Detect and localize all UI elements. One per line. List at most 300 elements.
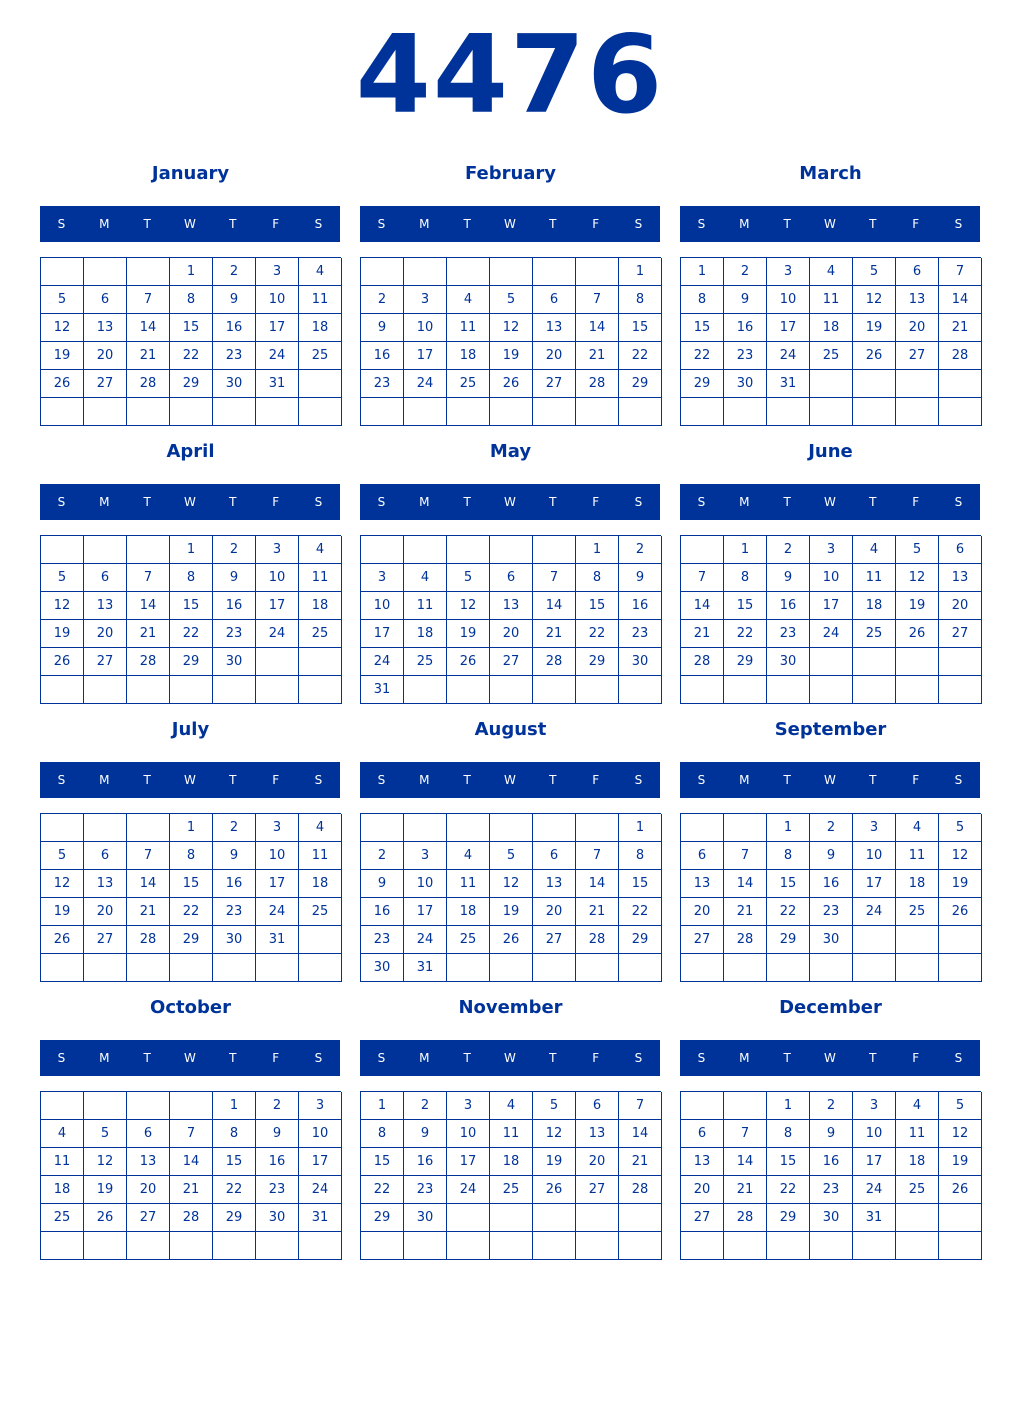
day-cell: 31 (404, 954, 447, 982)
month-name: January (151, 163, 230, 184)
day-cell: 17 (299, 1148, 342, 1176)
empty-day-cell (447, 954, 490, 982)
empty-day-cell (767, 398, 810, 426)
empty-day-cell (939, 648, 982, 676)
weekday-label: F (912, 217, 920, 231)
day-cell: 23 (767, 620, 810, 648)
day-cell: 29 (767, 926, 810, 954)
day-cell: 13 (896, 286, 939, 314)
day-cell: 15 (213, 1148, 256, 1176)
day-cell: 24 (299, 1176, 342, 1204)
day-cell: 11 (896, 1120, 939, 1148)
month-december (680, 993, 981, 1258)
day-cell: 7 (127, 842, 170, 870)
day-cell: 10 (256, 286, 299, 314)
day-cell: 12 (41, 870, 84, 898)
weekday-label: M (739, 495, 750, 509)
day-cell: 11 (404, 592, 447, 620)
empty-day-cell (127, 536, 170, 564)
day-cell: 21 (127, 898, 170, 926)
day-cell: 6 (939, 536, 982, 564)
day-cell: 30 (213, 370, 256, 398)
empty-day-cell (404, 398, 447, 426)
day-cell: 26 (939, 1176, 982, 1204)
day-cell: 20 (681, 898, 724, 926)
weekday-label: M (419, 1051, 430, 1065)
empty-day-cell (299, 648, 342, 676)
day-grid (360, 813, 661, 982)
day-cell: 9 (213, 842, 256, 870)
day-cell: 9 (404, 1120, 447, 1148)
weekday-label: S (634, 773, 643, 787)
day-cell: 22 (767, 1176, 810, 1204)
day-cell: 13 (127, 1148, 170, 1176)
empty-day-cell (299, 676, 342, 704)
day-cell: 8 (767, 1120, 810, 1148)
day-cell: 3 (810, 536, 853, 564)
weekday-label: F (592, 217, 600, 231)
day-cell: 8 (170, 286, 213, 314)
day-cell: 15 (681, 314, 724, 342)
day-cell: 24 (810, 620, 853, 648)
weekday-label: F (272, 773, 280, 787)
empty-day-cell (84, 1092, 127, 1120)
day-cell: 25 (447, 370, 490, 398)
weekday-label: S (314, 495, 323, 509)
day-cell: 17 (404, 898, 447, 926)
day-cell: 22 (170, 898, 213, 926)
day-cell: 16 (767, 592, 810, 620)
empty-day-cell (170, 1092, 213, 1120)
weekday-label: S (697, 1051, 706, 1065)
day-cell: 12 (939, 1120, 982, 1148)
day-cell: 6 (681, 842, 724, 870)
day-cell: 7 (576, 842, 619, 870)
day-cell: 14 (170, 1148, 213, 1176)
month-may (360, 437, 661, 702)
day-cell: 15 (619, 870, 662, 898)
day-grid (680, 813, 981, 982)
empty-day-cell (447, 398, 490, 426)
empty-day-cell (853, 370, 896, 398)
day-cell: 27 (84, 370, 127, 398)
empty-day-cell (84, 1232, 127, 1260)
day-cell: 30 (213, 648, 256, 676)
day-cell: 6 (533, 286, 576, 314)
day-cell: 27 (576, 1176, 619, 1204)
day-cell: 11 (41, 1148, 84, 1176)
day-cell: 30 (810, 926, 853, 954)
day-cell: 27 (533, 926, 576, 954)
weekday-label: T (143, 773, 151, 787)
day-cell: 5 (41, 564, 84, 592)
weekday-label: S (634, 217, 643, 231)
empty-day-cell (939, 1204, 982, 1232)
empty-day-cell (447, 676, 490, 704)
day-cell: 26 (853, 342, 896, 370)
day-cell: 7 (533, 564, 576, 592)
day-cell: 8 (361, 1120, 404, 1148)
day-cell: 2 (810, 814, 853, 842)
day-cell: 19 (939, 870, 982, 898)
day-cell: 6 (84, 286, 127, 314)
day-cell: 15 (170, 870, 213, 898)
weekday-header (360, 1040, 660, 1076)
day-cell: 12 (896, 564, 939, 592)
weekday-label: S (377, 217, 386, 231)
day-cell: 4 (447, 286, 490, 314)
day-cell: 11 (447, 314, 490, 342)
day-cell: 2 (404, 1092, 447, 1120)
empty-day-cell (724, 954, 767, 982)
weekday-label: W (824, 217, 836, 231)
day-cell: 3 (853, 1092, 896, 1120)
day-cell: 30 (810, 1204, 853, 1232)
empty-day-cell (256, 398, 299, 426)
weekday-label: T (463, 217, 471, 231)
empty-day-cell (619, 954, 662, 982)
day-cell: 16 (213, 870, 256, 898)
weekday-header (360, 762, 660, 798)
day-cell: 9 (361, 314, 404, 342)
empty-day-cell (896, 954, 939, 982)
day-cell: 18 (810, 314, 853, 342)
empty-day-cell (619, 676, 662, 704)
day-cell: 24 (404, 926, 447, 954)
day-cell: 17 (256, 314, 299, 342)
day-cell: 18 (299, 870, 342, 898)
day-cell: 3 (299, 1092, 342, 1120)
empty-day-cell (299, 370, 342, 398)
day-cell: 12 (41, 592, 84, 620)
weekday-label: T (549, 495, 557, 509)
day-cell: 2 (810, 1092, 853, 1120)
day-cell: 27 (896, 342, 939, 370)
empty-day-cell (361, 398, 404, 426)
weekday-label: T (229, 217, 237, 231)
day-cell: 13 (84, 314, 127, 342)
day-cell: 6 (127, 1120, 170, 1148)
day-cell: 3 (256, 258, 299, 286)
empty-day-cell (127, 1092, 170, 1120)
day-cell: 25 (490, 1176, 533, 1204)
day-cell: 1 (724, 536, 767, 564)
empty-day-cell (490, 954, 533, 982)
empty-day-cell (681, 676, 724, 704)
day-cell: 20 (576, 1148, 619, 1176)
day-cell: 11 (299, 286, 342, 314)
empty-day-cell (170, 676, 213, 704)
day-cell: 3 (404, 842, 447, 870)
day-cell: 29 (724, 648, 767, 676)
day-cell: 14 (127, 592, 170, 620)
day-grid (360, 257, 661, 426)
day-cell: 14 (724, 1148, 767, 1176)
empty-day-cell (681, 1092, 724, 1120)
empty-day-cell (490, 1204, 533, 1232)
day-cell: 25 (853, 620, 896, 648)
month-february (360, 159, 661, 424)
day-cell: 21 (939, 314, 982, 342)
empty-day-cell (299, 954, 342, 982)
day-cell: 1 (170, 814, 213, 842)
day-grid (40, 257, 341, 426)
empty-day-cell (447, 258, 490, 286)
day-cell: 16 (619, 592, 662, 620)
day-cell: 14 (576, 314, 619, 342)
day-cell: 26 (939, 898, 982, 926)
day-cell: 12 (853, 286, 896, 314)
empty-day-cell (127, 676, 170, 704)
empty-day-cell (127, 1232, 170, 1260)
day-cell: 3 (447, 1092, 490, 1120)
day-cell: 6 (533, 842, 576, 870)
day-cell: 13 (490, 592, 533, 620)
day-cell: 21 (619, 1148, 662, 1176)
empty-day-cell (361, 258, 404, 286)
day-cell: 26 (41, 370, 84, 398)
day-cell: 19 (853, 314, 896, 342)
empty-day-cell (213, 676, 256, 704)
empty-day-cell (41, 258, 84, 286)
day-cell: 29 (619, 926, 662, 954)
day-cell: 30 (767, 648, 810, 676)
day-cell: 15 (619, 314, 662, 342)
empty-day-cell (724, 1092, 767, 1120)
day-cell: 18 (447, 898, 490, 926)
day-cell: 28 (127, 648, 170, 676)
empty-day-cell (619, 1204, 662, 1232)
day-cell: 25 (299, 898, 342, 926)
day-cell: 23 (810, 898, 853, 926)
empty-day-cell (41, 814, 84, 842)
day-cell: 21 (681, 620, 724, 648)
empty-day-cell (681, 954, 724, 982)
month-january (40, 159, 341, 424)
day-cell: 4 (447, 842, 490, 870)
day-cell: 15 (361, 1148, 404, 1176)
day-cell: 30 (724, 370, 767, 398)
empty-day-cell (213, 1232, 256, 1260)
day-cell: 5 (84, 1120, 127, 1148)
day-grid (40, 813, 341, 982)
day-cell: 23 (213, 342, 256, 370)
day-cell: 19 (41, 898, 84, 926)
weekday-label: S (954, 773, 963, 787)
empty-day-cell (490, 398, 533, 426)
day-cell: 20 (896, 314, 939, 342)
day-cell: 21 (127, 620, 170, 648)
day-cell: 5 (41, 286, 84, 314)
empty-day-cell (810, 1232, 853, 1260)
empty-day-cell (84, 398, 127, 426)
day-cell: 8 (619, 286, 662, 314)
empty-day-cell (41, 954, 84, 982)
day-cell: 4 (299, 536, 342, 564)
day-cell: 22 (361, 1176, 404, 1204)
weekday-label: M (419, 217, 430, 231)
day-cell: 2 (724, 258, 767, 286)
empty-day-cell (127, 814, 170, 842)
day-cell: 17 (361, 620, 404, 648)
empty-day-cell (533, 1232, 576, 1260)
day-cell: 14 (939, 286, 982, 314)
day-cell: 15 (170, 314, 213, 342)
weekday-label: F (592, 773, 600, 787)
weekday-label: S (954, 1051, 963, 1065)
month-name: March (799, 163, 862, 184)
day-cell: 23 (256, 1176, 299, 1204)
day-cell: 10 (853, 1120, 896, 1148)
empty-day-cell (939, 676, 982, 704)
day-cell: 14 (576, 870, 619, 898)
day-cell: 9 (256, 1120, 299, 1148)
day-cell: 5 (490, 286, 533, 314)
month-september (680, 715, 981, 980)
day-cell: 5 (939, 1092, 982, 1120)
empty-day-cell (724, 676, 767, 704)
day-cell: 24 (256, 342, 299, 370)
day-cell: 4 (299, 814, 342, 842)
day-cell: 9 (213, 564, 256, 592)
day-cell: 25 (404, 648, 447, 676)
weekday-label: M (739, 773, 750, 787)
day-cell: 16 (213, 592, 256, 620)
day-cell: 20 (84, 620, 127, 648)
day-cell: 22 (170, 342, 213, 370)
day-cell: 20 (84, 898, 127, 926)
day-cell: 9 (361, 870, 404, 898)
day-cell: 13 (681, 870, 724, 898)
day-grid (680, 257, 981, 426)
day-cell: 12 (533, 1120, 576, 1148)
empty-day-cell (404, 1232, 447, 1260)
day-cell: 5 (533, 1092, 576, 1120)
day-cell: 13 (681, 1148, 724, 1176)
empty-day-cell (767, 1232, 810, 1260)
day-cell: 29 (170, 926, 213, 954)
day-cell: 17 (810, 592, 853, 620)
day-cell: 8 (767, 842, 810, 870)
day-cell: 9 (810, 1120, 853, 1148)
day-cell: 4 (299, 258, 342, 286)
weekday-label: T (463, 773, 471, 787)
empty-day-cell (939, 398, 982, 426)
empty-day-cell (84, 536, 127, 564)
empty-day-cell (533, 536, 576, 564)
day-cell: 14 (127, 870, 170, 898)
day-cell: 18 (447, 342, 490, 370)
month-name: October (150, 997, 231, 1018)
weekday-label: F (272, 217, 280, 231)
day-cell: 2 (256, 1092, 299, 1120)
weekday-label: S (57, 495, 66, 509)
weekday-label: T (143, 495, 151, 509)
weekday-label: F (912, 773, 920, 787)
weekday-label: W (504, 217, 516, 231)
day-cell: 28 (724, 1204, 767, 1232)
day-cell: 12 (84, 1148, 127, 1176)
day-cell: 28 (681, 648, 724, 676)
day-cell: 7 (724, 842, 767, 870)
weekday-label: T (549, 217, 557, 231)
day-cell: 17 (853, 1148, 896, 1176)
day-cell: 9 (810, 842, 853, 870)
day-cell: 31 (256, 926, 299, 954)
day-cell: 7 (681, 564, 724, 592)
day-cell: 24 (853, 1176, 896, 1204)
empty-day-cell (939, 1232, 982, 1260)
day-cell: 10 (767, 286, 810, 314)
empty-day-cell (576, 814, 619, 842)
empty-day-cell (896, 370, 939, 398)
day-cell: 21 (170, 1176, 213, 1204)
empty-day-cell (127, 398, 170, 426)
weekday-label: T (783, 217, 791, 231)
day-cell: 24 (404, 370, 447, 398)
day-cell: 28 (533, 648, 576, 676)
month-name: August (474, 719, 547, 740)
empty-day-cell (256, 648, 299, 676)
day-cell: 25 (896, 1176, 939, 1204)
day-cell: 29 (213, 1204, 256, 1232)
weekday-label: W (504, 1051, 516, 1065)
day-cell: 15 (767, 870, 810, 898)
day-cell: 13 (84, 870, 127, 898)
empty-day-cell (361, 814, 404, 842)
day-cell: 28 (576, 370, 619, 398)
weekday-label: W (184, 773, 196, 787)
empty-day-cell (810, 676, 853, 704)
day-cell: 23 (619, 620, 662, 648)
day-cell: 25 (896, 898, 939, 926)
day-cell: 24 (767, 342, 810, 370)
day-cell: 19 (939, 1148, 982, 1176)
day-cell: 29 (170, 648, 213, 676)
weekday-label: F (272, 1051, 280, 1065)
day-cell: 18 (299, 314, 342, 342)
day-cell: 5 (853, 258, 896, 286)
empty-day-cell (810, 954, 853, 982)
day-cell: 1 (170, 536, 213, 564)
weekday-label: W (184, 217, 196, 231)
day-grid (40, 1091, 341, 1260)
empty-day-cell (404, 814, 447, 842)
empty-day-cell (170, 398, 213, 426)
weekday-header (680, 762, 980, 798)
weekday-label: S (57, 1051, 66, 1065)
day-cell: 6 (490, 564, 533, 592)
day-cell: 31 (361, 676, 404, 704)
day-cell: 29 (170, 370, 213, 398)
day-cell: 11 (853, 564, 896, 592)
day-cell: 6 (84, 564, 127, 592)
day-cell: 30 (404, 1204, 447, 1232)
day-cell: 26 (533, 1176, 576, 1204)
day-cell: 17 (853, 870, 896, 898)
day-cell: 19 (490, 898, 533, 926)
weekday-label: S (954, 217, 963, 231)
weekday-label: T (783, 773, 791, 787)
weekday-label: S (634, 1051, 643, 1065)
empty-day-cell (576, 954, 619, 982)
empty-day-cell (490, 258, 533, 286)
empty-day-cell (41, 1092, 84, 1120)
empty-day-cell (84, 258, 127, 286)
day-cell: 3 (256, 536, 299, 564)
day-cell: 6 (576, 1092, 619, 1120)
day-cell: 5 (41, 842, 84, 870)
